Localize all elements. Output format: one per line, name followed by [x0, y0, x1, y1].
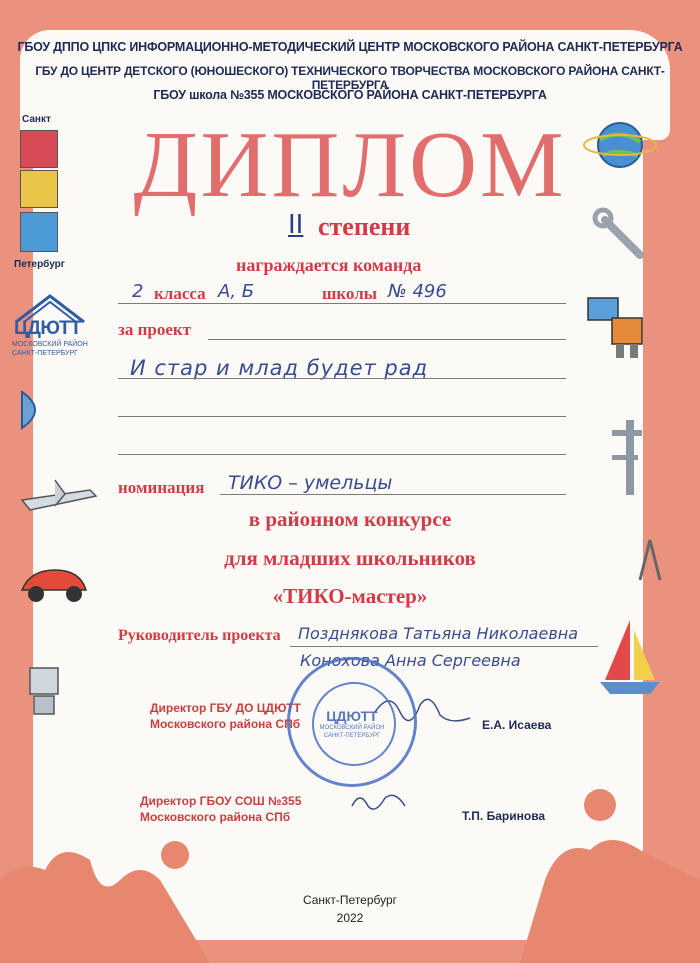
wrench-icon [595, 210, 640, 255]
header-line-2: ГБУ ДО ЦЕНТР ДЕТСКОГО (ЮНОШЕСКОГО) ТЕХНИЧЕСКОГО ТВОРЧЕСТВА МОСКОВСКОГО РАЙОНА САНКТ-ПЕТЕРБУРГА [35, 64, 665, 92]
signature-1-role-line-2: Московского района СПб [150, 717, 301, 732]
sailboat-icon [600, 620, 660, 694]
footer-year: 2022 [336, 911, 364, 925]
cdyutt-logo-name: ЦДЮТТ [14, 318, 82, 339]
project-line-3 [118, 416, 566, 417]
signature-1-name: Е.А. Исаева [482, 718, 552, 732]
signature-1-role [150, 700, 301, 732]
team-class-label: класса [154, 284, 206, 303]
cdyutt-logo-sub1: МОСКОВСКИЙ РАЙОН [12, 341, 88, 348]
nomination-label: номинация [118, 478, 205, 497]
contest-line-2: для младших школьников [224, 546, 476, 570]
kid-robot-icon [30, 668, 58, 714]
degree-numeral: II [288, 210, 304, 240]
leader-label: Руководитель проекта [118, 627, 281, 644]
robot-icon [588, 298, 642, 358]
stamp-center-text: ЦДЮТТ [326, 708, 378, 724]
team-school-label: школы [322, 284, 378, 303]
signature-2-name: Т.П. Баринова [462, 809, 546, 823]
project-value: И стар и млад будет рад [130, 356, 429, 380]
awarded-text: награждается команда [236, 255, 422, 275]
degree-label: степени [318, 212, 411, 241]
signature-1-role-line-1: Директор ГБУ ДО ЦДЮТТ [150, 701, 301, 715]
project-line-4 [118, 454, 566, 455]
signature-2-role-line-2: Московского района СПб [140, 810, 291, 825]
official-stamp [287, 657, 417, 787]
contest-line-1: в районном конкурсе [248, 507, 452, 531]
contest-name: «ТИКО-мастер» [272, 584, 428, 608]
signature-2-role-line-1: Директор ГБОУ СОШ №355 [140, 794, 302, 808]
stamp-sub2: САНКТ-ПЕТЕРБУРГ [323, 733, 381, 739]
protractor-icon [22, 392, 35, 428]
stamp-inner-ring [312, 682, 396, 766]
diploma-title: ДИПЛОМ [133, 113, 567, 217]
leader-name-1: Позднякова Татьяна Николаевна [298, 624, 579, 643]
footer-city: Санкт-Петербург [302, 893, 398, 907]
spb-logo-top-text: Санкт [22, 114, 51, 125]
caliper-icon [612, 420, 642, 495]
team-class-letters: А, Б [218, 281, 255, 302]
signature-2-role [140, 793, 301, 825]
header-line-1: ГБОУ ДППО ЦПКС ИНФОРМАЦИОННО-МЕТОДИЧЕСКИЙ ЦЕНТР МОСКОВСКОГО РАЙОНА САНКТ-ПЕТЕРБУРГА [17, 40, 683, 54]
airplane-icon [22, 480, 96, 510]
team-class-value: 2 [132, 281, 144, 302]
leader-line [290, 646, 598, 647]
project-label: за проект [118, 320, 192, 339]
project-line-2 [118, 378, 566, 379]
cdyutt-logo-sub2: САНКТ-ПЕТЕРБУРГ [12, 350, 78, 357]
team-school-value: № 496 [388, 281, 447, 302]
header-line-3: ГБОУ школа №355 МОСКОВСКОГО РАЙОНА САНКТ-ПЕТЕРБУРГА [153, 88, 547, 102]
nomination-line [220, 494, 566, 495]
nomination-value: ТИКО – умельцы [228, 472, 393, 494]
project-line-1 [208, 339, 566, 340]
leader-name-2: Конохова Анна Сергеевна [300, 651, 521, 670]
spb-logo-bottom-text: Петербург [14, 259, 65, 270]
stamp-sub1: МОСКОВСКИЙ РАЙОН [319, 725, 385, 731]
children-silhouettes [0, 789, 700, 963]
